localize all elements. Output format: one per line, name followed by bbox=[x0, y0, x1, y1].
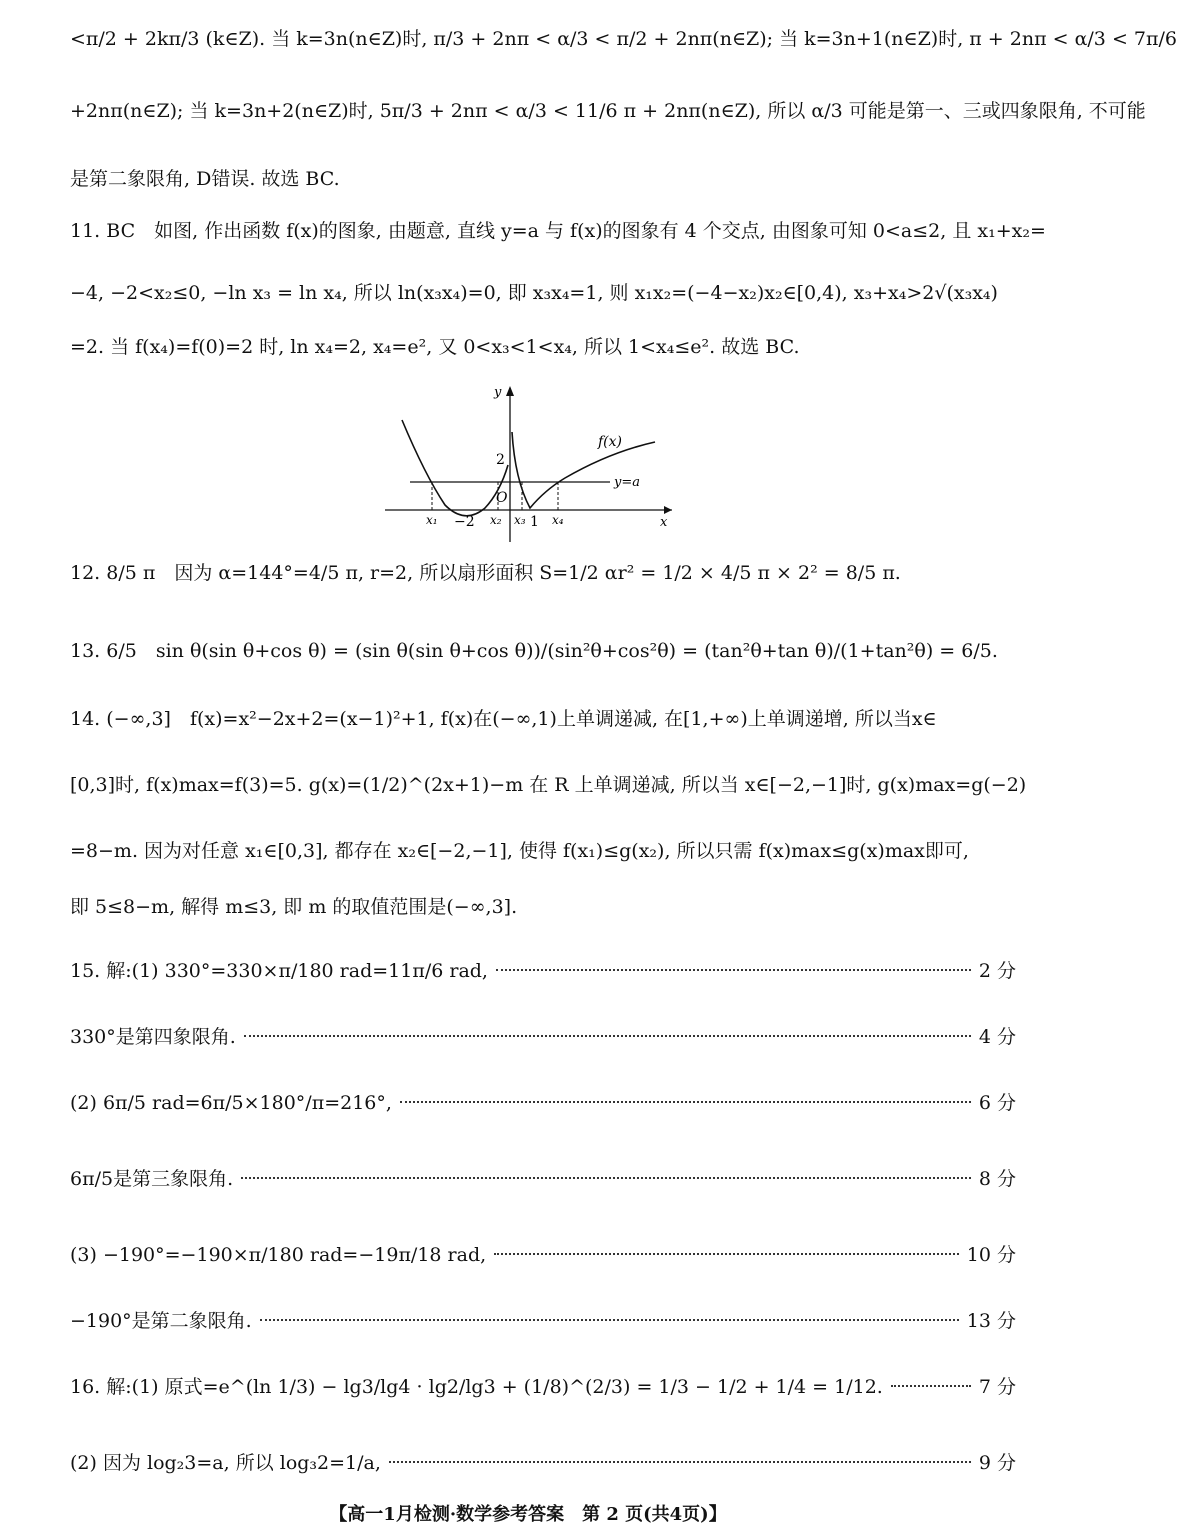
text-line-12: 12. 8/5 π 因为 α=144°=4/5 π, r=2, 所以扇形面积 S=1/2 αr² = 1/2 × 4/5 π × 2² = 8/5 π. bbox=[70, 562, 901, 584]
score-row bbox=[70, 1022, 1016, 1052]
page-footer: 【高一1月检测·数学参考答案 第 2 页(共4页)】 bbox=[329, 1504, 727, 1525]
text-line-3: 是第二象限角, D错误. 故选 BC. bbox=[70, 168, 340, 190]
score-row-text: (2) 因为 log₂3=a, 所以 log₃2=1/a, bbox=[70, 1452, 381, 1474]
x-axis-arrow bbox=[664, 506, 672, 514]
label-x2: x₂ bbox=[490, 513, 502, 527]
label-x3: x₃ bbox=[514, 513, 526, 527]
score-row-text: (3) −190°=−190×π/180 rad=−19π/18 rad, bbox=[70, 1244, 487, 1266]
text-line-4: 11. BC 如图, 作出函数 f(x)的图象, 由题意, 直线 y=a 与 f(x)的图象有 4 个交点, 由图象可知 0<a≤2, 且 x₁+x₂= bbox=[70, 220, 1046, 242]
label-tick-1: 1 bbox=[530, 514, 539, 530]
text-line-15: [0,3]时, f(x)max=f(3)=5. g(x)=(1/2)^(2x+1)−m 在 R 上单调递减, 所以当 x∈[−2,−1]时, g(x)max=g(−2) bbox=[70, 774, 1027, 796]
text-line-5: −4, −2<x₂≤0, −ln x₃ = ln x₄, 所以 ln(x₃x₄)=0, 即 x₃x₄=1, 则 x₁x₂=(−4−x₂)x₂∈[0,4), x₃+x₄>2√(x₃x₄) bbox=[70, 282, 998, 304]
label-tick-2: 2 bbox=[496, 452, 505, 468]
label-y: y bbox=[494, 385, 502, 400]
label-origin: O bbox=[496, 490, 508, 506]
score-row-text: 330°是第四象限角. bbox=[70, 1026, 236, 1048]
score-value: 2 分 bbox=[978, 960, 1016, 982]
score-row bbox=[70, 956, 1016, 986]
text-line-14: 14. (−∞,3] f(x)=x²−2x+2=(x−1)²+1, f(x)在(−∞,1)上单调递减, 在[1,+∞)上单调递增, 所以当x∈ bbox=[70, 708, 937, 730]
text-line-6: =2. 当 f(x₄)=f(0)=2 时, ln x₄=2, x₄=e², 又 0<x₃<1<x₄, 所以 1<x₄≤e². 故选 BC. bbox=[70, 336, 800, 358]
y-axis-arrow bbox=[506, 386, 514, 396]
function-graph bbox=[380, 380, 680, 545]
score-value: 9 分 bbox=[978, 1452, 1016, 1474]
score-row bbox=[70, 1306, 1016, 1336]
label-ya: y=a bbox=[614, 475, 640, 490]
score-row-text: −190°是第二象限角. bbox=[70, 1310, 252, 1332]
score-value: 7 分 bbox=[978, 1376, 1016, 1398]
score-row-text: 15. 解:(1) 330°=330×π/180 rad=11π/6 rad, bbox=[70, 960, 488, 982]
score-row bbox=[70, 1372, 1016, 1402]
score-row-text: 6π/5是第三象限角. bbox=[70, 1168, 234, 1190]
score-row-text: (2) 6π/5 rad=6π/5×180°/π=216°, bbox=[70, 1092, 392, 1114]
score-value: 4 分 bbox=[978, 1026, 1016, 1048]
score-row bbox=[70, 1448, 1016, 1478]
text-line-13: 13. 6/5 sin θ(sin θ+cos θ) = (sin θ(sin θ+cos θ))/(sin²θ+cos²θ) = (tan²θ+tan θ)/(1+tan²θ) = 6/5. bbox=[70, 640, 998, 662]
score-row bbox=[70, 1164, 1016, 1194]
score-value: 13 分 bbox=[966, 1310, 1016, 1332]
text-line-2: +2nπ(n∈Z); 当 k=3n+2(n∈Z)时, 5π/3 + 2nπ < α/3 < 11/6 π + 2nπ(n∈Z), 所以 α/3 可能是第一、三或四象限角, 不可能 bbox=[70, 100, 1146, 122]
curve-log bbox=[512, 432, 655, 508]
curve-parabola bbox=[402, 420, 508, 516]
label-x: x bbox=[660, 515, 668, 530]
label-tick-neg2: −2 bbox=[454, 514, 475, 530]
label-fx: f(x) bbox=[598, 434, 623, 450]
label-x4: x₄ bbox=[552, 513, 564, 527]
score-value: 8 分 bbox=[978, 1168, 1016, 1190]
score-row-text: 16. 解:(1) 原式=e^(ln 1/3) − lg3/lg4 · lg2/lg3 + (1/8)^(2/3) = 1/3 − 1/2 + 1/4 = 1/12. bbox=[70, 1376, 883, 1398]
text-line-16: =8−m. 因为对任意 x₁∈[0,3], 都存在 x₂∈[−2,−1], 使得 f(x₁)≤g(x₂), 所以只需 f(x)max≤g(x)max即可, bbox=[70, 840, 969, 862]
score-row bbox=[70, 1088, 1016, 1118]
label-x1: x₁ bbox=[426, 513, 438, 527]
score-value: 6 分 bbox=[978, 1092, 1016, 1114]
score-row bbox=[70, 1240, 1016, 1270]
score-value: 10 分 bbox=[966, 1244, 1016, 1266]
text-line-17: 即 5≤8−m, 解得 m≤3, 即 m 的取值范围是(−∞,3]. bbox=[70, 896, 518, 918]
text-line-1: <π/2 + 2kπ/3 (k∈Z). 当 k=3n(n∈Z)时, π/3 + 2nπ < α/3 < π/2 + 2nπ(n∈Z); 当 k=3n+1(n∈Z)时, π + 2nπ < α/3 < 7π/6 bbox=[70, 28, 1177, 50]
